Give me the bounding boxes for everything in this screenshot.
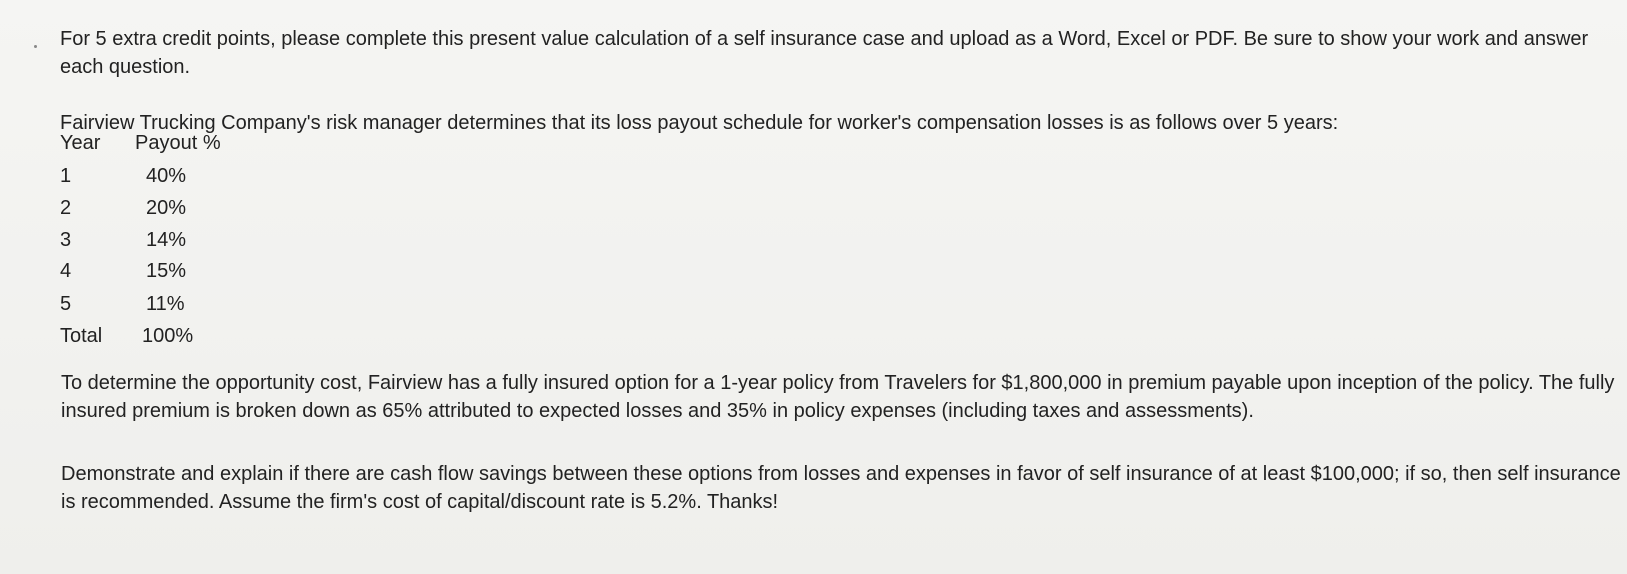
scenario-paragraph: Fairview Trucking Company's risk manager determines that its loss payout schedule for worker's compensation losses is as follows over 5 years: <box>60 112 1339 134</box>
bullet-marker <box>34 45 37 48</box>
year-cell: 1 <box>60 165 72 187</box>
opportunity-cost-paragraph: To determine the opportunity cost, Fairview has a fully insured option for a 1-year policy from Travelers for $1,800,000 in premium payable upon inception of the policy. The fully insured premium is broken down as 65% attributed to expected losses and 35% in policy expenses (including taxes and assessments). <box>61 372 1615 422</box>
year-cell: 5 <box>60 293 72 315</box>
total-value: 100% <box>142 325 194 347</box>
intro-paragraph: For 5 extra credit points, please complete this present value calculation of a self insurance case and upload as a Word, Excel or PDF. Be sure to show your work and answer each question. <box>60 28 1589 78</box>
payout-cell: 40% <box>146 165 187 187</box>
payout-cell: 14% <box>146 229 187 251</box>
payout-column-header: Payout % <box>135 132 221 154</box>
year-column-header: Year <box>60 132 101 154</box>
payout-cell: 20% <box>146 197 187 219</box>
question-paragraph: Demonstrate and explain if there are cash flow savings between these options from losses and expenses in favor of self insurance of at least $100,000; if so, then self insurance is recommended. Assume the firm's cost of capital/discount rate is 5.2%. Thanks! <box>61 463 1621 513</box>
total-label: Total <box>60 325 103 347</box>
year-cell: 2 <box>60 197 72 219</box>
year-cell: 4 <box>60 260 72 282</box>
payout-cell: 15% <box>146 260 187 282</box>
payout-cell: 11% <box>146 293 185 315</box>
year-cell: 3 <box>60 229 72 251</box>
